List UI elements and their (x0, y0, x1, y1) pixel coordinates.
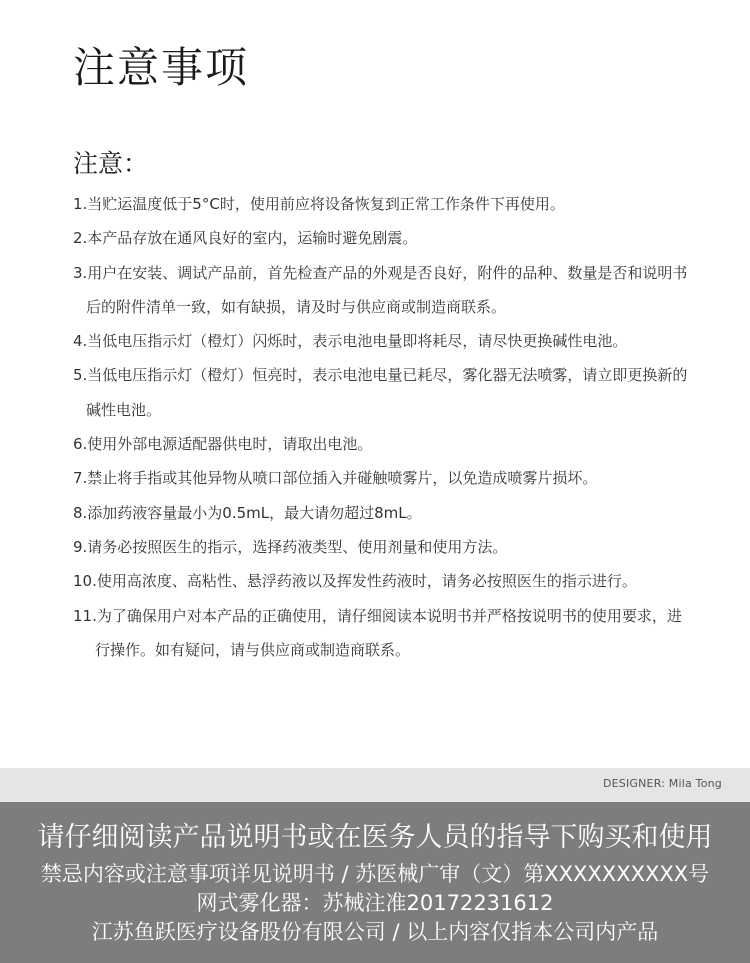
list-item (73, 530, 693, 564)
footer-headline: 请仔细阅读产品说明书或在医务人员的指导下购买和使用 (37, 822, 713, 853)
list-item-text: 10.使用高浓度、高粘性、悬浮药液以及挥发性药液时，请务必按照医生的指示进行。 (73, 572, 637, 591)
list-item (73, 187, 693, 221)
designer-credit: DESIGNER: Mila Tong (602, 777, 722, 790)
notes-list (73, 187, 693, 667)
designer-band (0, 768, 750, 802)
list-item (73, 496, 693, 530)
footer-registration-line: 网式雾化器：苏械注准20172231612 (196, 891, 554, 915)
list-item (73, 599, 693, 668)
list-item (73, 221, 693, 255)
list-item-text: 9.请务必按照医生的指示，选择药液类型、使用剂量和使用方法。 (73, 537, 508, 556)
list-item-text: 1.当贮运温度低于5°C时，使用前应将设备恢复到正常工作条件下再使用。 (73, 195, 565, 213)
list-item-text: 2.本产品存放在通风良好的室内，运输时避免剧震。 (73, 229, 418, 248)
list-item-text: 4.当低电压指示灯（橙灯）闪烁时，表示电池电量即将耗尽，请尽快更换碱性电池。 (73, 332, 628, 351)
list-item-text: 5.当低电压指示灯（橙灯）恒亮时，表示电池电量已耗尽，雾化器无法喷雾，请立即更换新的碱性电池。 (73, 366, 688, 419)
footer-company-line: 江苏鱼跃医疗设备股份有限公司 / 以上内容仅指本公司内产品 (91, 920, 659, 944)
list-item (73, 358, 693, 427)
list-item (73, 564, 693, 598)
list-item (73, 256, 693, 325)
footer-banner (0, 802, 750, 963)
page-title: 注意事项 (73, 43, 250, 92)
footer-approval-line: 禁忌内容或注意事项详见说明书 / 苏医械广审（文）第XXXXXXXXXX号 (40, 862, 710, 886)
list-item (73, 461, 693, 495)
list-item-text: 11.为了确保用户对本产品的正确使用，请仔细阅读本说明书并严格按说明书的使用要求，进行操作。如有疑问，请与供应商或制造商联系。 (73, 606, 682, 659)
list-item-text: 6.使用外部电源适配器供电时，请取出电池。 (73, 435, 373, 454)
list-item (73, 324, 693, 358)
list-item-text: 3.用户在安装、调试产品前，首先检查产品的外观是否良好，附件的品种、数量是否和说明书后的附件清单一致，如有缺损，请及时与供应商或制造商联系。 (73, 263, 688, 316)
list-item-text: 8.添加药液容量最小为0.5mL，最大请勿超过8mL。 (73, 503, 422, 522)
list-item (73, 427, 693, 461)
notes-heading: 注意： (73, 149, 149, 178)
list-item-text: 7.禁止将手指或其他异物从喷口部位插入并碰触喷雾片，以免造成喷雾片损坏。 (73, 469, 598, 488)
